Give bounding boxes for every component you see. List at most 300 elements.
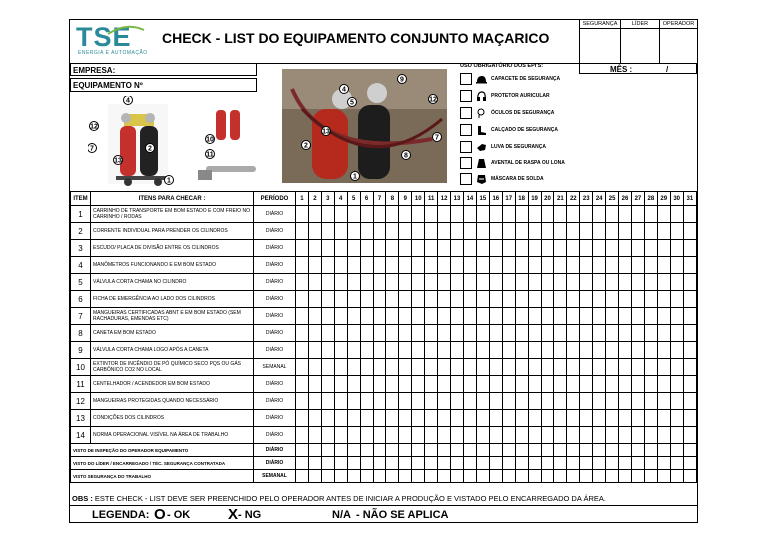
day-check-cell[interactable] xyxy=(373,291,386,308)
signature-cell[interactable] xyxy=(580,457,593,470)
day-check-cell[interactable] xyxy=(554,206,567,223)
signature-cell[interactable] xyxy=(296,470,309,483)
day-check-cell[interactable] xyxy=(554,427,567,444)
day-check-cell[interactable] xyxy=(606,223,619,240)
day-check-cell[interactable] xyxy=(412,223,425,240)
signature-cell[interactable] xyxy=(463,470,476,483)
day-check-cell[interactable] xyxy=(631,308,644,325)
equipamento-field[interactable] xyxy=(70,78,257,92)
day-check-cell[interactable] xyxy=(373,376,386,393)
day-check-cell[interactable] xyxy=(528,257,541,274)
day-check-cell[interactable] xyxy=(567,291,580,308)
day-check-cell[interactable] xyxy=(580,427,593,444)
day-check-cell[interactable] xyxy=(463,308,476,325)
day-check-cell[interactable] xyxy=(489,206,502,223)
day-check-cell[interactable] xyxy=(644,308,657,325)
day-check-cell[interactable] xyxy=(321,393,334,410)
day-check-cell[interactable] xyxy=(347,206,360,223)
day-check-cell[interactable] xyxy=(308,206,321,223)
signature-cell[interactable] xyxy=(347,470,360,483)
day-check-cell[interactable] xyxy=(347,359,360,376)
signature-cell[interactable] xyxy=(489,444,502,457)
signature-cell[interactable] xyxy=(476,470,489,483)
day-check-cell[interactable] xyxy=(580,376,593,393)
day-check-cell[interactable] xyxy=(321,257,334,274)
day-check-cell[interactable] xyxy=(657,257,670,274)
day-check-cell[interactable] xyxy=(580,393,593,410)
epi-checkbox[interactable] xyxy=(460,107,472,119)
day-check-cell[interactable] xyxy=(321,308,334,325)
day-check-cell[interactable] xyxy=(554,291,567,308)
day-check-cell[interactable] xyxy=(334,240,347,257)
day-check-cell[interactable] xyxy=(296,291,309,308)
signature-cell[interactable] xyxy=(451,444,464,457)
day-check-cell[interactable] xyxy=(606,206,619,223)
signature-cell[interactable] xyxy=(683,444,696,457)
day-check-cell[interactable] xyxy=(593,308,606,325)
day-check-cell[interactable] xyxy=(412,410,425,427)
day-check-cell[interactable] xyxy=(399,223,412,240)
day-check-cell[interactable] xyxy=(593,274,606,291)
day-check-cell[interactable] xyxy=(554,325,567,342)
signature-cell[interactable] xyxy=(308,457,321,470)
day-check-cell[interactable] xyxy=(386,257,399,274)
day-check-cell[interactable] xyxy=(412,325,425,342)
day-check-cell[interactable] xyxy=(296,342,309,359)
day-check-cell[interactable] xyxy=(463,410,476,427)
day-check-cell[interactable] xyxy=(308,274,321,291)
signature-cell[interactable] xyxy=(644,470,657,483)
day-check-cell[interactable] xyxy=(606,342,619,359)
day-check-cell[interactable] xyxy=(438,274,451,291)
day-check-cell[interactable] xyxy=(360,274,373,291)
day-check-cell[interactable] xyxy=(644,257,657,274)
day-check-cell[interactable] xyxy=(657,427,670,444)
day-check-cell[interactable] xyxy=(489,427,502,444)
day-check-cell[interactable] xyxy=(386,308,399,325)
signature-cell[interactable] xyxy=(502,444,515,457)
day-check-cell[interactable] xyxy=(670,359,683,376)
epi-checkbox[interactable] xyxy=(460,141,472,153)
day-check-cell[interactable] xyxy=(683,240,696,257)
day-check-cell[interactable] xyxy=(296,359,309,376)
signature-cell[interactable] xyxy=(334,457,347,470)
day-check-cell[interactable] xyxy=(463,223,476,240)
day-check-cell[interactable] xyxy=(644,223,657,240)
day-check-cell[interactable] xyxy=(644,393,657,410)
day-check-cell[interactable] xyxy=(644,376,657,393)
signature-cell[interactable] xyxy=(606,470,619,483)
day-check-cell[interactable] xyxy=(631,257,644,274)
day-check-cell[interactable] xyxy=(321,274,334,291)
day-check-cell[interactable] xyxy=(657,274,670,291)
day-check-cell[interactable] xyxy=(412,206,425,223)
day-check-cell[interactable] xyxy=(541,223,554,240)
day-check-cell[interactable] xyxy=(373,342,386,359)
day-check-cell[interactable] xyxy=(451,410,464,427)
day-check-cell[interactable] xyxy=(476,223,489,240)
day-check-cell[interactable] xyxy=(619,376,632,393)
day-check-cell[interactable] xyxy=(489,257,502,274)
day-check-cell[interactable] xyxy=(308,376,321,393)
day-check-cell[interactable] xyxy=(386,342,399,359)
day-check-cell[interactable] xyxy=(476,308,489,325)
signature-cell[interactable] xyxy=(619,470,632,483)
day-check-cell[interactable] xyxy=(296,410,309,427)
day-check-cell[interactable] xyxy=(515,325,528,342)
signature-cell[interactable] xyxy=(347,457,360,470)
day-check-cell[interactable] xyxy=(593,393,606,410)
day-check-cell[interactable] xyxy=(593,325,606,342)
day-check-cell[interactable] xyxy=(670,240,683,257)
signature-cell[interactable] xyxy=(412,444,425,457)
day-check-cell[interactable] xyxy=(631,393,644,410)
day-check-cell[interactable] xyxy=(567,427,580,444)
day-check-cell[interactable] xyxy=(308,427,321,444)
day-check-cell[interactable] xyxy=(554,223,567,240)
day-check-cell[interactable] xyxy=(373,274,386,291)
day-check-cell[interactable] xyxy=(321,410,334,427)
day-check-cell[interactable] xyxy=(631,206,644,223)
day-check-cell[interactable] xyxy=(502,427,515,444)
day-check-cell[interactable] xyxy=(657,223,670,240)
day-check-cell[interactable] xyxy=(593,427,606,444)
day-check-cell[interactable] xyxy=(360,240,373,257)
signature-cell[interactable] xyxy=(657,444,670,457)
day-check-cell[interactable] xyxy=(438,427,451,444)
day-check-cell[interactable] xyxy=(528,274,541,291)
day-check-cell[interactable] xyxy=(399,427,412,444)
signature-cell[interactable] xyxy=(528,457,541,470)
day-check-cell[interactable] xyxy=(670,427,683,444)
day-check-cell[interactable] xyxy=(296,240,309,257)
signature-cell[interactable] xyxy=(476,457,489,470)
day-check-cell[interactable] xyxy=(683,427,696,444)
day-check-cell[interactable] xyxy=(451,274,464,291)
day-check-cell[interactable] xyxy=(360,393,373,410)
day-check-cell[interactable] xyxy=(515,427,528,444)
signature-cell[interactable] xyxy=(683,470,696,483)
signature-cell[interactable] xyxy=(567,470,580,483)
signature-cell[interactable] xyxy=(386,457,399,470)
day-check-cell[interactable] xyxy=(412,376,425,393)
day-check-cell[interactable] xyxy=(683,359,696,376)
day-check-cell[interactable] xyxy=(463,376,476,393)
day-check-cell[interactable] xyxy=(670,393,683,410)
day-check-cell[interactable] xyxy=(360,376,373,393)
day-check-cell[interactable] xyxy=(541,308,554,325)
signature-box-operador[interactable] xyxy=(659,20,697,63)
day-check-cell[interactable] xyxy=(334,206,347,223)
day-check-cell[interactable] xyxy=(489,291,502,308)
day-check-cell[interactable] xyxy=(593,376,606,393)
day-check-cell[interactable] xyxy=(619,308,632,325)
day-check-cell[interactable] xyxy=(412,308,425,325)
day-check-cell[interactable] xyxy=(373,359,386,376)
day-check-cell[interactable] xyxy=(515,410,528,427)
day-check-cell[interactable] xyxy=(386,223,399,240)
day-check-cell[interactable] xyxy=(399,359,412,376)
day-check-cell[interactable] xyxy=(502,257,515,274)
day-check-cell[interactable] xyxy=(606,359,619,376)
day-check-cell[interactable] xyxy=(657,393,670,410)
day-check-cell[interactable] xyxy=(502,308,515,325)
day-check-cell[interactable] xyxy=(386,359,399,376)
day-check-cell[interactable] xyxy=(334,393,347,410)
day-check-cell[interactable] xyxy=(399,274,412,291)
signature-cell[interactable] xyxy=(463,457,476,470)
signature-cell[interactable] xyxy=(606,444,619,457)
day-check-cell[interactable] xyxy=(515,274,528,291)
day-check-cell[interactable] xyxy=(541,410,554,427)
day-check-cell[interactable] xyxy=(347,240,360,257)
signature-cell[interactable] xyxy=(399,444,412,457)
day-check-cell[interactable] xyxy=(296,274,309,291)
day-check-cell[interactable] xyxy=(606,410,619,427)
day-check-cell[interactable] xyxy=(386,291,399,308)
day-check-cell[interactable] xyxy=(502,359,515,376)
day-check-cell[interactable] xyxy=(580,359,593,376)
signature-cell[interactable] xyxy=(308,470,321,483)
day-check-cell[interactable] xyxy=(670,410,683,427)
day-check-cell[interactable] xyxy=(580,257,593,274)
day-check-cell[interactable] xyxy=(425,240,438,257)
signature-cell[interactable] xyxy=(321,444,334,457)
day-check-cell[interactable] xyxy=(502,206,515,223)
signature-cell[interactable] xyxy=(412,470,425,483)
day-check-cell[interactable] xyxy=(399,291,412,308)
day-check-cell[interactable] xyxy=(476,410,489,427)
day-check-cell[interactable] xyxy=(451,257,464,274)
day-check-cell[interactable] xyxy=(451,393,464,410)
day-check-cell[interactable] xyxy=(644,325,657,342)
day-check-cell[interactable] xyxy=(528,291,541,308)
day-check-cell[interactable] xyxy=(619,257,632,274)
day-check-cell[interactable] xyxy=(515,376,528,393)
day-check-cell[interactable] xyxy=(386,206,399,223)
day-check-cell[interactable] xyxy=(619,325,632,342)
day-check-cell[interactable] xyxy=(334,359,347,376)
day-check-cell[interactable] xyxy=(541,393,554,410)
day-check-cell[interactable] xyxy=(657,376,670,393)
day-check-cell[interactable] xyxy=(593,342,606,359)
day-check-cell[interactable] xyxy=(438,223,451,240)
signature-cell[interactable] xyxy=(580,444,593,457)
day-check-cell[interactable] xyxy=(451,325,464,342)
day-check-cell[interactable] xyxy=(412,342,425,359)
day-check-cell[interactable] xyxy=(476,325,489,342)
day-check-cell[interactable] xyxy=(308,257,321,274)
day-check-cell[interactable] xyxy=(541,206,554,223)
day-check-cell[interactable] xyxy=(619,240,632,257)
signature-cell[interactable] xyxy=(631,457,644,470)
day-check-cell[interactable] xyxy=(451,308,464,325)
day-check-cell[interactable] xyxy=(412,393,425,410)
day-check-cell[interactable] xyxy=(373,223,386,240)
day-check-cell[interactable] xyxy=(476,240,489,257)
signature-cell[interactable] xyxy=(541,470,554,483)
day-check-cell[interactable] xyxy=(619,223,632,240)
day-check-cell[interactable] xyxy=(399,240,412,257)
day-check-cell[interactable] xyxy=(360,342,373,359)
day-check-cell[interactable] xyxy=(683,376,696,393)
day-check-cell[interactable] xyxy=(528,393,541,410)
day-check-cell[interactable] xyxy=(567,376,580,393)
signature-cell[interactable] xyxy=(308,444,321,457)
day-check-cell[interactable] xyxy=(347,257,360,274)
signature-cell[interactable] xyxy=(451,457,464,470)
day-check-cell[interactable] xyxy=(476,359,489,376)
day-check-cell[interactable] xyxy=(528,427,541,444)
day-check-cell[interactable] xyxy=(580,206,593,223)
day-check-cell[interactable] xyxy=(308,291,321,308)
day-check-cell[interactable] xyxy=(619,393,632,410)
signature-cell[interactable] xyxy=(334,444,347,457)
day-check-cell[interactable] xyxy=(386,325,399,342)
day-check-cell[interactable] xyxy=(334,274,347,291)
empresa-field[interactable] xyxy=(70,63,257,76)
day-check-cell[interactable] xyxy=(554,240,567,257)
signature-cell[interactable] xyxy=(670,444,683,457)
day-check-cell[interactable] xyxy=(425,342,438,359)
day-check-cell[interactable] xyxy=(360,308,373,325)
day-check-cell[interactable] xyxy=(554,393,567,410)
day-check-cell[interactable] xyxy=(425,206,438,223)
day-check-cell[interactable] xyxy=(631,359,644,376)
day-check-cell[interactable] xyxy=(360,291,373,308)
day-check-cell[interactable] xyxy=(502,325,515,342)
day-check-cell[interactable] xyxy=(528,325,541,342)
day-check-cell[interactable] xyxy=(502,274,515,291)
day-check-cell[interactable] xyxy=(567,308,580,325)
day-check-cell[interactable] xyxy=(451,376,464,393)
day-check-cell[interactable] xyxy=(554,376,567,393)
signature-cell[interactable] xyxy=(619,457,632,470)
signature-cell[interactable] xyxy=(386,470,399,483)
signature-cell[interactable] xyxy=(347,444,360,457)
signature-box-seguranca[interactable] xyxy=(579,20,620,63)
day-check-cell[interactable] xyxy=(670,257,683,274)
day-check-cell[interactable] xyxy=(451,291,464,308)
day-check-cell[interactable] xyxy=(619,342,632,359)
day-check-cell[interactable] xyxy=(425,427,438,444)
signature-cell[interactable] xyxy=(425,444,438,457)
signature-cell[interactable] xyxy=(644,457,657,470)
day-check-cell[interactable] xyxy=(334,257,347,274)
day-check-cell[interactable] xyxy=(296,206,309,223)
day-check-cell[interactable] xyxy=(438,359,451,376)
day-check-cell[interactable] xyxy=(451,240,464,257)
day-check-cell[interactable] xyxy=(683,257,696,274)
day-check-cell[interactable] xyxy=(606,427,619,444)
day-check-cell[interactable] xyxy=(606,393,619,410)
day-check-cell[interactable] xyxy=(360,410,373,427)
day-check-cell[interactable] xyxy=(360,206,373,223)
signature-cell[interactable] xyxy=(296,457,309,470)
day-check-cell[interactable] xyxy=(399,410,412,427)
signature-cell[interactable] xyxy=(425,470,438,483)
day-check-cell[interactable] xyxy=(644,240,657,257)
day-check-cell[interactable] xyxy=(657,206,670,223)
day-check-cell[interactable] xyxy=(489,376,502,393)
signature-cell[interactable] xyxy=(644,444,657,457)
signature-cell[interactable] xyxy=(334,470,347,483)
day-check-cell[interactable] xyxy=(334,223,347,240)
day-check-cell[interactable] xyxy=(321,291,334,308)
signature-cell[interactable] xyxy=(425,457,438,470)
day-check-cell[interactable] xyxy=(567,240,580,257)
day-check-cell[interactable] xyxy=(386,274,399,291)
day-check-cell[interactable] xyxy=(541,376,554,393)
day-check-cell[interactable] xyxy=(489,325,502,342)
signature-cell[interactable] xyxy=(399,470,412,483)
signature-cell[interactable] xyxy=(451,470,464,483)
day-check-cell[interactable] xyxy=(502,393,515,410)
day-check-cell[interactable] xyxy=(425,393,438,410)
day-check-cell[interactable] xyxy=(347,376,360,393)
day-check-cell[interactable] xyxy=(308,240,321,257)
day-check-cell[interactable] xyxy=(631,427,644,444)
day-check-cell[interactable] xyxy=(631,410,644,427)
signature-cell[interactable] xyxy=(438,457,451,470)
day-check-cell[interactable] xyxy=(334,376,347,393)
day-check-cell[interactable] xyxy=(580,325,593,342)
day-check-cell[interactable] xyxy=(683,410,696,427)
day-check-cell[interactable] xyxy=(502,410,515,427)
signature-cell[interactable] xyxy=(360,444,373,457)
day-check-cell[interactable] xyxy=(425,376,438,393)
signature-cell[interactable] xyxy=(670,470,683,483)
signature-box-lider[interactable] xyxy=(620,20,659,63)
day-check-cell[interactable] xyxy=(619,359,632,376)
day-check-cell[interactable] xyxy=(657,410,670,427)
day-check-cell[interactable] xyxy=(296,393,309,410)
day-check-cell[interactable] xyxy=(425,223,438,240)
signature-cell[interactable] xyxy=(554,470,567,483)
day-check-cell[interactable] xyxy=(631,342,644,359)
day-check-cell[interactable] xyxy=(619,427,632,444)
day-check-cell[interactable] xyxy=(606,274,619,291)
signature-cell[interactable] xyxy=(502,457,515,470)
day-check-cell[interactable] xyxy=(670,291,683,308)
day-check-cell[interactable] xyxy=(670,223,683,240)
day-check-cell[interactable] xyxy=(399,206,412,223)
day-check-cell[interactable] xyxy=(321,359,334,376)
day-check-cell[interactable] xyxy=(425,359,438,376)
day-check-cell[interactable] xyxy=(399,257,412,274)
day-check-cell[interactable] xyxy=(463,359,476,376)
day-check-cell[interactable] xyxy=(631,376,644,393)
day-check-cell[interactable] xyxy=(373,257,386,274)
day-check-cell[interactable] xyxy=(438,206,451,223)
day-check-cell[interactable] xyxy=(606,257,619,274)
day-check-cell[interactable] xyxy=(334,325,347,342)
day-check-cell[interactable] xyxy=(308,393,321,410)
day-check-cell[interactable] xyxy=(670,342,683,359)
day-check-cell[interactable] xyxy=(644,410,657,427)
day-check-cell[interactable] xyxy=(580,342,593,359)
signature-cell[interactable] xyxy=(593,470,606,483)
day-check-cell[interactable] xyxy=(631,325,644,342)
day-check-cell[interactable] xyxy=(502,223,515,240)
day-check-cell[interactable] xyxy=(567,274,580,291)
signature-cell[interactable] xyxy=(502,470,515,483)
day-check-cell[interactable] xyxy=(644,342,657,359)
day-check-cell[interactable] xyxy=(296,257,309,274)
day-check-cell[interactable] xyxy=(438,291,451,308)
day-check-cell[interactable] xyxy=(373,240,386,257)
day-check-cell[interactable] xyxy=(631,274,644,291)
